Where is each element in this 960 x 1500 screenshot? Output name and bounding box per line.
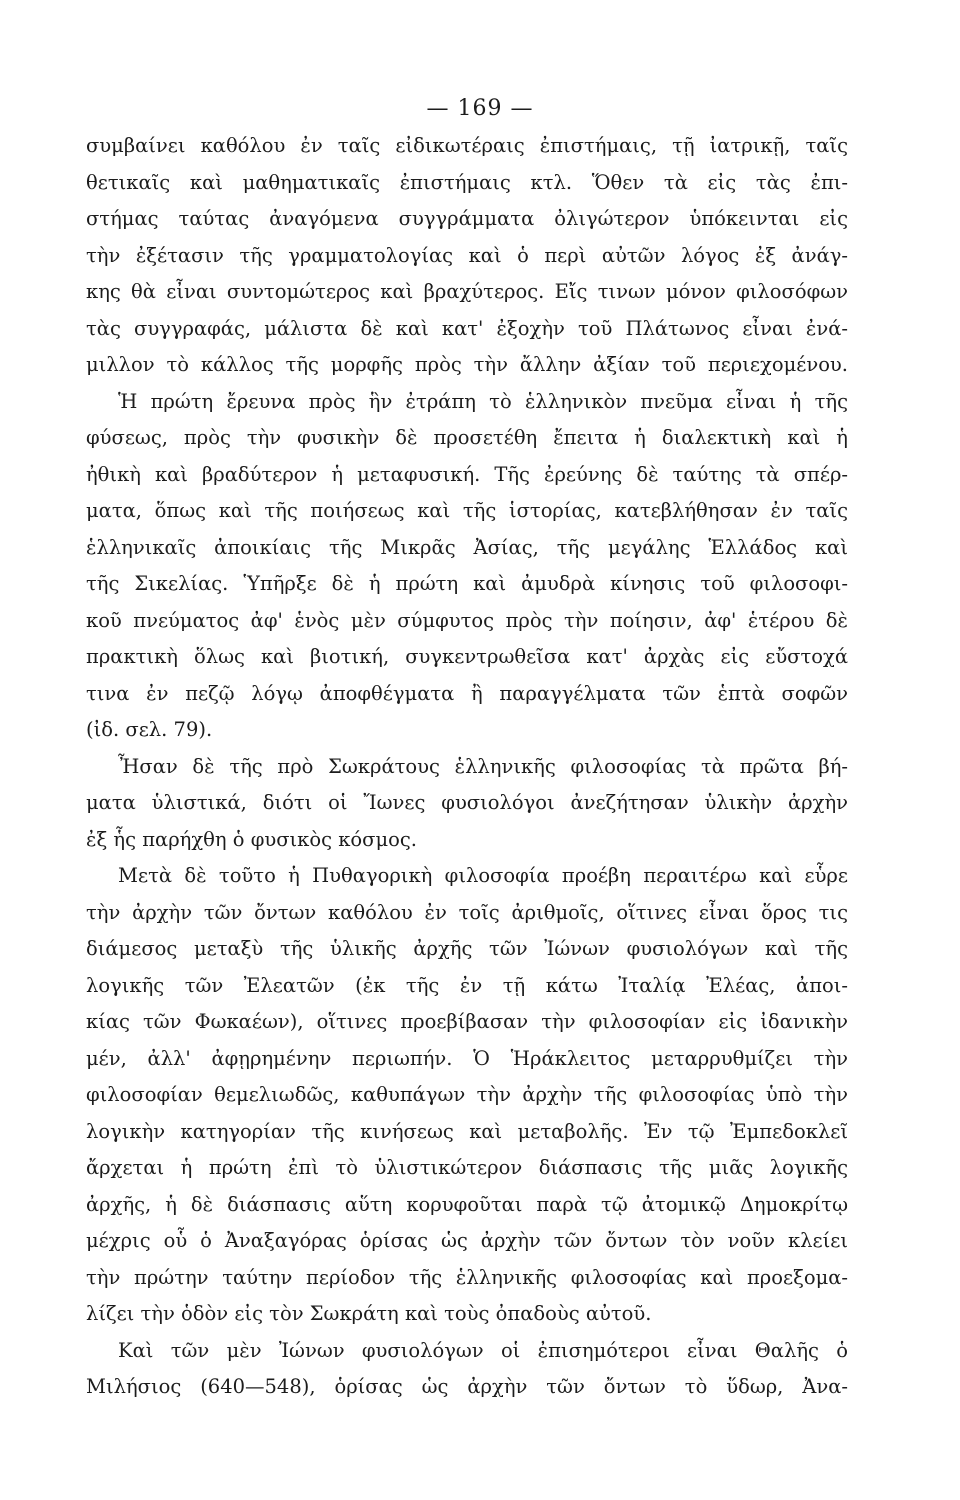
text-line: Μιλήσιος (640—548), ὁρίσας ὡς ἀρχὴν τῶν ὄντων τὸ ὕδωρ, Ἀνα- — [86, 1375, 848, 1398]
text-line: πρακτικὴ ὅλως καὶ βιοτική, συγκεντρωθεῖσα κατ' ἀρχὰς εἰς εὔστοχά — [86, 645, 848, 668]
text-line: ματα ὑλιστικά, διότι οἱ Ἴωνες φυσιολόγοι ἀνεζήτησαν ὑλικὴν ἀρχὴν — [86, 791, 848, 814]
text-line: φιλοσοφίαν θεμελιωδῶς, καθυπάγων τὴν ἀρχὴν τῆς φιλοσοφίας ὑπὸ τὴν — [86, 1083, 848, 1106]
text-line: μέν, ἀλλ' ἀφῃρημένην περιωπήν. Ὁ Ἡράκλειτος μεταρρυθμίζει τὴν — [86, 1046, 848, 1070]
text-line: ἀρχῆς, ἡ δὲ διάσπασις αὕτη κορυφοῦται παρὰ τῷ ἀτομικῷ Δημοκρίτῳ — [86, 1192, 848, 1216]
text-line: ἑλληνικαῖς ἀποικίαις τῆς Μικρᾶς Ἀσίας, τῆς μεγάλης Ἑλλάδος καὶ — [86, 535, 848, 559]
text-line: Καὶ τῶν μὲν Ἰώνων φυσιολόγων οἱ ἐπισημότεροι εἶναι Θαλῆς ὁ — [118, 1338, 848, 1362]
text-line: λογικῆς τῶν Ἐλεατῶν (ἐκ τῆς ἐν τῇ κάτω Ἰταλίᾳ Ἐλέας, ἀποι- — [86, 973, 848, 997]
text-line: φύσεως, πρὸς τὴν φυσικὴν δὲ προσετέθη ἔπειτα ἡ διαλεκτικὴ καὶ ἡ — [86, 426, 848, 449]
text-line: λογικὴν κατηγορίαν τῆς κινήσεως καὶ μεταβολῆς. Ἐν τῷ Ἐμπεδοκλεῖ — [86, 1119, 848, 1143]
body-text — [86, 128, 848, 1406]
text-line: Μετὰ δὲ τοῦτο ἡ Πυθαγορικὴ φιλοσοφία προέβη περαιτέρω καὶ εὗρε — [118, 864, 848, 887]
text-line: τῆς Σικελίας. Ὑπῆρξε δὲ ἡ πρώτη καὶ ἀμυδρὰ κίνησις τοῦ φιλοσοφι- — [86, 572, 848, 595]
page-number: — 169 — — [426, 96, 534, 121]
text-line: ἠθικὴ καὶ βραδύτερον ἡ μεταφυσική. Τῆς ἐρεύνης δὲ ταύτης τὰ σπέρ- — [86, 462, 848, 486]
text-line: τὰς συγγραφάς, μάλιστα δὲ καὶ κατ' ἐξοχὴν τοῦ Πλάτωνος εἶναι ἐνά- — [86, 316, 848, 340]
text-line: τινα ἐν πεζῷ λόγῳ ἀποφθέγματα ἢ παραγγέλματα τῶν ἑπτὰ σοφῶν — [86, 681, 848, 705]
text-line: ματα, ὅπως καὶ τῆς ποιήσεως καὶ τῆς ἱστορίας, κατεβλήθησαν ἐν ταῖς — [86, 499, 848, 522]
text-line: ἄρχεται ἡ πρώτη ἐπὶ τὸ ὑλιστικώτερον διάσπασις τῆς μιᾶς λογικῆς — [86, 1156, 848, 1179]
text-line: κίας τῶν Φωκαέων), οἵτινες προεβίβασαν τὴν φιλοσοφίαν εἰς ἰδανικὴν — [86, 1010, 848, 1033]
text-line: στήμας ταύτας ἀναγόμενα συγγράμματα ὀλιγώτερον ὑπόκεινται εἰς — [86, 207, 848, 230]
text-line: ἐξ ἧς παρήχθη ὁ φυσικὸς κόσμος. — [86, 827, 417, 851]
text-line: τὴν ἀρχὴν τῶν ὄντων καθόλου ἐν τοῖς ἀριθμοῖς, οἵτινες εἶναι ὅρος τις — [86, 900, 848, 924]
text-line: τὴν ἐξέτασιν τῆς γραμματολογίας καὶ ὁ περὶ αὐτῶν λόγος ἐξ ἀνάγ- — [86, 243, 848, 267]
text-line: κης θὰ εἶναι συντομώτερος καὶ βραχύτερος. Εἴς τινων μόνον φιλοσόφων — [86, 280, 848, 303]
text-line: (ἰδ. σελ. 79). — [86, 718, 213, 741]
text-line: λίζει τὴν ὁδὸν εἰς τὸν Σωκράτη καὶ τοὺς ὀπαδοὺς αὐτοῦ. — [86, 1302, 652, 1325]
text-line: κοῦ πνεύματος ἀφ' ἑνὸς μὲν σύμφυτος πρὸς τὴν ποίησιν, ἀφ' ἑτέρου δὲ — [86, 608, 848, 632]
text-line: θετικαῖς καὶ μαθηματικαῖς ἐπιστήμαις κτλ. Ὅθεν τὰ εἰς τὰς ἐπι- — [86, 170, 848, 194]
text-line: διάμεσος μεταξὺ τῆς ὑλικῆς ἀρχῆς τῶν Ἰώνων φυσιολόγων καὶ τῆς — [86, 937, 848, 960]
text-line: Ἦσαν δὲ τῆς πρὸ Σωκράτους ἑλληνικῆς φιλοσοφίας τὰ πρῶτα βή- — [118, 754, 848, 778]
text-line: τὴν πρώτην ταύτην περίοδον τῆς ἑλληνικῆς φιλοσοφίας καὶ προεξομα- — [86, 1265, 848, 1289]
text-line: μέχρις οὗ ὁ Ἀναξαγόρας ὁρίσας ὡς ἀρχὴν τῶν ὄντων τὸν νοῦν κλείει — [86, 1229, 848, 1252]
text-line: Ἡ πρώτη ἔρευνα πρὸς ἣν ἐτράπη τὸ ἑλληνικὸν πνεῦμα εἶναι ἡ τῆς — [118, 389, 848, 413]
text-line: μιλλον τὸ κάλλος τῆς μορφῆς πρὸς τὴν ἄλλην ἀξίαν τοῦ περιεχομένου. — [86, 353, 848, 376]
text-line: συμβαίνει καθόλου ἐν ταῖς εἰδικωτέραις ἐπιστήμαις, τῇ ἰατρικῇ, ταῖς — [86, 134, 848, 157]
